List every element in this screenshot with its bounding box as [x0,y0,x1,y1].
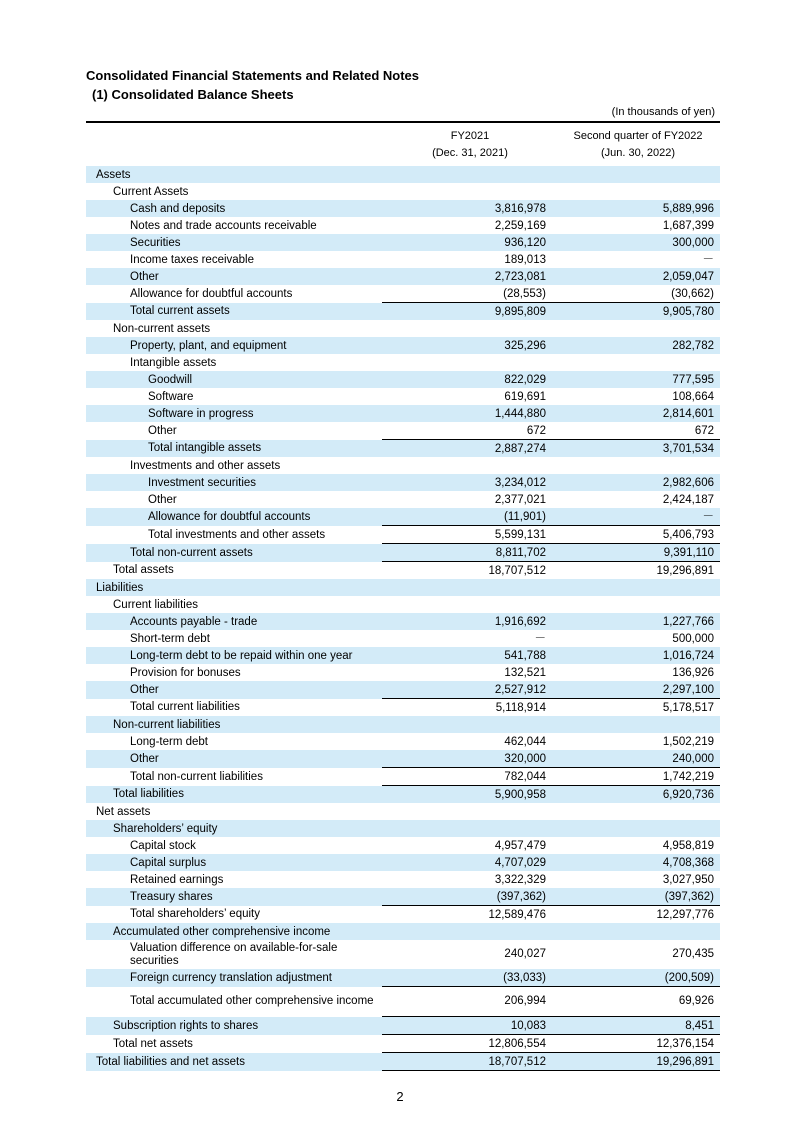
value-fy2022: 240,000 [552,750,720,768]
value-fy2021 [382,457,552,474]
table-row [86,596,720,613]
value-fy2021: 2,887,274 [382,440,552,458]
value-fy2022: 8,451 [552,1017,720,1035]
column-header-fy2022 [556,128,720,162]
value-fy2021: 619,691 [504,390,546,403]
value-fy2021: 9,895,809 [382,303,552,321]
row-label: Cash and deposits [86,200,382,217]
table-row-total [86,303,720,321]
value-fy2022 [552,183,720,200]
value-fy2022: (30,662) [671,287,714,300]
value-fy2021: 1,444,880 [382,405,552,422]
row-label: Investment securities [86,474,382,491]
value-fy2022: 1,502,219 [662,735,714,748]
row-label: Capital surplus [86,854,382,871]
value-fy2022: 19,296,891 [552,1053,720,1071]
value-fy2021: 320,000 [382,750,552,768]
table-row [86,854,720,871]
table-row [86,837,720,854]
table-row [86,371,720,388]
table-row [86,716,720,733]
value-fy2022 [552,803,720,820]
table-row-total [86,544,720,562]
row-label: Assets [86,166,382,183]
column-header-fy2022-period: Second quarter of FY2022 [573,130,703,142]
value-fy2022: 108,664 [672,390,714,403]
row-label: Non-current liabilities [86,716,382,733]
row-label: Total investments and other assets [148,528,326,541]
row-label: Total intangible assets [86,440,382,458]
row-label: Total net assets [113,1037,193,1050]
table-row [86,733,720,750]
table-row [86,820,720,837]
value-fy2022: 12,297,776 [552,906,720,924]
value-fy2021: 18,707,512 [382,1053,552,1071]
row-label: Net assets [96,805,151,818]
table-row [86,613,720,630]
row-label: Property, plant, and equipment [86,337,382,354]
value-fy2022 [552,320,720,337]
value-fy2021 [382,596,552,613]
value-fy2022: 300,000 [552,234,720,251]
table-row-total [86,699,720,717]
value-fy2021 [382,166,552,183]
value-fy2022: 672 [694,424,714,437]
value-fy2022: 5,178,517 [552,699,720,717]
value-fy2021 [382,579,552,596]
value-fy2021 [382,320,552,337]
value-fy2021 [382,923,552,940]
table-row [86,354,720,371]
row-label: Securities [86,234,382,251]
table-row [86,405,720,422]
row-label: Notes and trade accounts receivable [130,219,317,232]
table-row [86,630,720,647]
section-title: (1) Consolidated Balance Sheets [92,87,294,102]
value-fy2022: 1,742,219 [552,768,720,786]
row-label: Foreign currency translation adjustment [86,969,382,987]
row-label: Intangible assets [130,356,217,369]
column-header-fy2021-date: (Dec. 31, 2021) [432,147,508,159]
table-row-total [86,906,720,924]
value-fy2021 [382,183,552,200]
row-label: Subscription rights to shares [86,1017,382,1035]
value-fy2022: 19,296,891 [552,562,720,580]
table-row [86,491,720,508]
row-label: Current liabilities [113,598,199,611]
table-row [86,251,720,268]
value-fy2021: (11,901) [382,508,552,526]
value-fy2021: 782,044 [382,768,552,786]
table-row [86,474,720,491]
value-fy2021: (397,362) [382,888,552,906]
table-row [86,234,720,251]
row-label: Other [86,750,382,768]
value-fy2021: 206,994 [382,987,552,1017]
value-fy2021 [382,820,552,837]
table-row [86,871,720,888]
row-label: Non-current assets [113,322,211,335]
row-label: Total liabilities and net assets [86,1053,382,1071]
value-fy2021: 2,723,081 [382,268,552,285]
value-fy2022: 4,958,819 [662,839,714,852]
row-label: Valuation difference on available-for-sale securities [130,941,338,967]
row-label: Allowance for doubtful accounts [86,508,382,526]
value-fy2021: － [534,632,546,645]
row-label: Retained earnings [130,873,224,886]
row-label: Software [148,390,194,403]
value-fy2022: 3,701,534 [552,440,720,458]
row-label: Accumulated other comprehensive income [86,923,382,940]
row-label: Income taxes receivable [130,253,255,266]
row-label: Capital stock [130,839,196,852]
value-fy2022: 282,782 [552,337,720,354]
table-row [86,969,720,987]
value-fy2022: 2,982,606 [552,474,720,491]
table-row [86,285,720,303]
row-label: Software in progress [86,405,382,422]
page-title: Consolidated Financial Statements and Related Notes [86,68,420,83]
value-fy2022 [552,716,720,733]
value-fy2022 [552,923,720,940]
value-fy2022: 3,027,950 [662,873,714,886]
row-label: Short-term debt [130,632,210,645]
value-fy2022: 2,424,187 [662,493,714,506]
row-label: Total assets [113,564,174,577]
row-label: Investments and other assets [130,459,281,472]
value-fy2022: 69,926 [552,987,720,1017]
value-fy2022: 2,297,100 [552,681,720,699]
row-label: Other [148,424,177,437]
value-fy2021: 5,599,131 [382,526,552,544]
row-label: Accounts payable - trade [86,613,382,630]
value-fy2022 [552,354,720,371]
value-fy2021: 4,957,479 [494,839,546,852]
value-fy2021: 2,527,912 [382,681,552,699]
value-fy2022: 9,391,110 [552,544,720,562]
row-label: Current Assets [113,185,189,198]
value-fy2021: 1,916,692 [382,613,552,630]
value-fy2021: 462,044 [504,735,546,748]
value-fy2021: 5,900,958 [382,786,552,804]
value-fy2021: 3,234,012 [382,474,552,491]
column-header-fy2022-date: (Jun. 30, 2022) [601,147,675,159]
column-header-fy2021-period: FY2021 [450,130,490,142]
value-fy2021: 3,816,978 [382,200,552,217]
value-fy2022: 6,920,736 [552,786,720,804]
table-row-total [86,987,720,1017]
table-row [86,750,720,768]
table-row [86,940,720,969]
table-row [86,664,720,681]
column-header-fy2021 [386,128,554,162]
value-fy2021: 132,521 [504,666,546,679]
value-fy2021: 8,811,702 [382,544,552,562]
value-fy2021: (33,033) [382,969,552,987]
value-fy2021: 240,027 [504,948,546,960]
table-row [86,923,720,940]
value-fy2022 [552,596,720,613]
value-fy2022: (397,362) [552,888,720,906]
value-fy2021: 12,589,476 [382,906,552,924]
table-row [86,337,720,354]
row-label: Allowance for doubtful accounts [130,287,293,300]
table-row [86,388,720,405]
row-label: Treasury shares [86,888,382,906]
row-label: Other [148,493,177,506]
value-fy2021: 2,377,021 [494,493,546,506]
page-number: 2 [396,1089,404,1104]
row-label: Long-term debt to be repaid within one year [86,647,382,664]
value-fy2021: 325,296 [382,337,552,354]
table-row [86,803,720,820]
value-fy2022: 2,059,047 [552,268,720,285]
value-fy2022: 500,000 [672,632,714,645]
table-row-total [86,1035,720,1053]
row-label: Long-term debt [130,735,208,748]
value-fy2022: 136,926 [672,666,714,679]
value-fy2021: 936,120 [382,234,552,251]
value-fy2021: 12,806,554 [382,1035,552,1053]
value-fy2021 [382,354,552,371]
value-fy2021: 18,707,512 [382,562,552,580]
value-fy2021 [382,716,552,733]
table-row [86,183,720,200]
value-fy2022: 5,889,996 [552,200,720,217]
value-fy2021: 2,259,169 [494,219,546,232]
value-fy2022 [552,166,720,183]
value-fy2022: 1,687,399 [662,219,714,232]
row-label: Total liabilities [86,786,382,804]
value-fy2022: 1,016,724 [552,647,720,664]
value-fy2022: － [702,253,714,266]
unit-note: (In thousands of yen) [611,106,715,118]
value-fy2021: (28,553) [503,287,546,300]
table-row [86,268,720,285]
value-fy2021 [382,803,552,820]
row-label: Total accumulated other comprehensive income [130,995,374,1007]
row-label: Provision for bonuses [130,666,241,679]
value-fy2021: 5,118,914 [382,699,552,717]
value-fy2021: 672 [526,424,546,437]
row-label: Other [86,268,382,285]
value-fy2022: 12,376,154 [552,1035,720,1053]
table-row [86,681,720,699]
value-fy2021: 822,029 [382,371,552,388]
table-row-total [86,1017,720,1035]
value-fy2022: 5,406,793 [552,526,720,544]
value-fy2021: 4,707,029 [382,854,552,871]
value-fy2022: 4,708,368 [552,854,720,871]
value-fy2022: 1,227,766 [552,613,720,630]
value-fy2022: 2,814,601 [552,405,720,422]
value-fy2022: － [552,508,720,526]
row-label: Liabilities [86,579,382,596]
table-row [86,457,720,474]
row-label: Goodwill [86,371,382,388]
value-fy2022 [552,457,720,474]
row-label: Total current liabilities [130,701,240,714]
table-row-total [86,526,720,544]
table-row-total [86,562,720,580]
value-fy2021: 541,788 [382,647,552,664]
header-rule [86,121,720,123]
value-fy2021: 10,083 [382,1017,552,1035]
table-row [86,200,720,217]
table-row-total [86,786,720,804]
value-fy2022 [552,579,720,596]
table-row [86,888,720,906]
row-label: Shareholders’ equity [86,820,382,837]
row-label: Total current assets [86,303,382,321]
value-fy2022: (200,509) [552,969,720,987]
value-fy2021: 189,013 [504,253,546,266]
value-fy2022: 270,435 [672,948,714,960]
table-row [86,579,720,596]
row-label: Other [86,681,382,699]
table-row [86,320,720,337]
table-row-grand-total [86,1053,720,1071]
value-fy2021: 3,322,329 [494,873,546,886]
value-fy2022 [552,820,720,837]
table-row [86,647,720,664]
table-row-total [86,440,720,458]
table-row [86,166,720,183]
row-label: Total non-current liabilities [130,770,263,783]
table-row [86,217,720,234]
table-row [86,508,720,526]
value-fy2022: 777,595 [552,371,720,388]
balance-sheet-table [86,166,720,1071]
value-fy2022: 9,905,780 [552,303,720,321]
table-row [86,422,720,440]
row-label: Total non-current assets [86,544,382,562]
row-label: Total shareholders’ equity [130,908,260,921]
table-row-total [86,768,720,786]
